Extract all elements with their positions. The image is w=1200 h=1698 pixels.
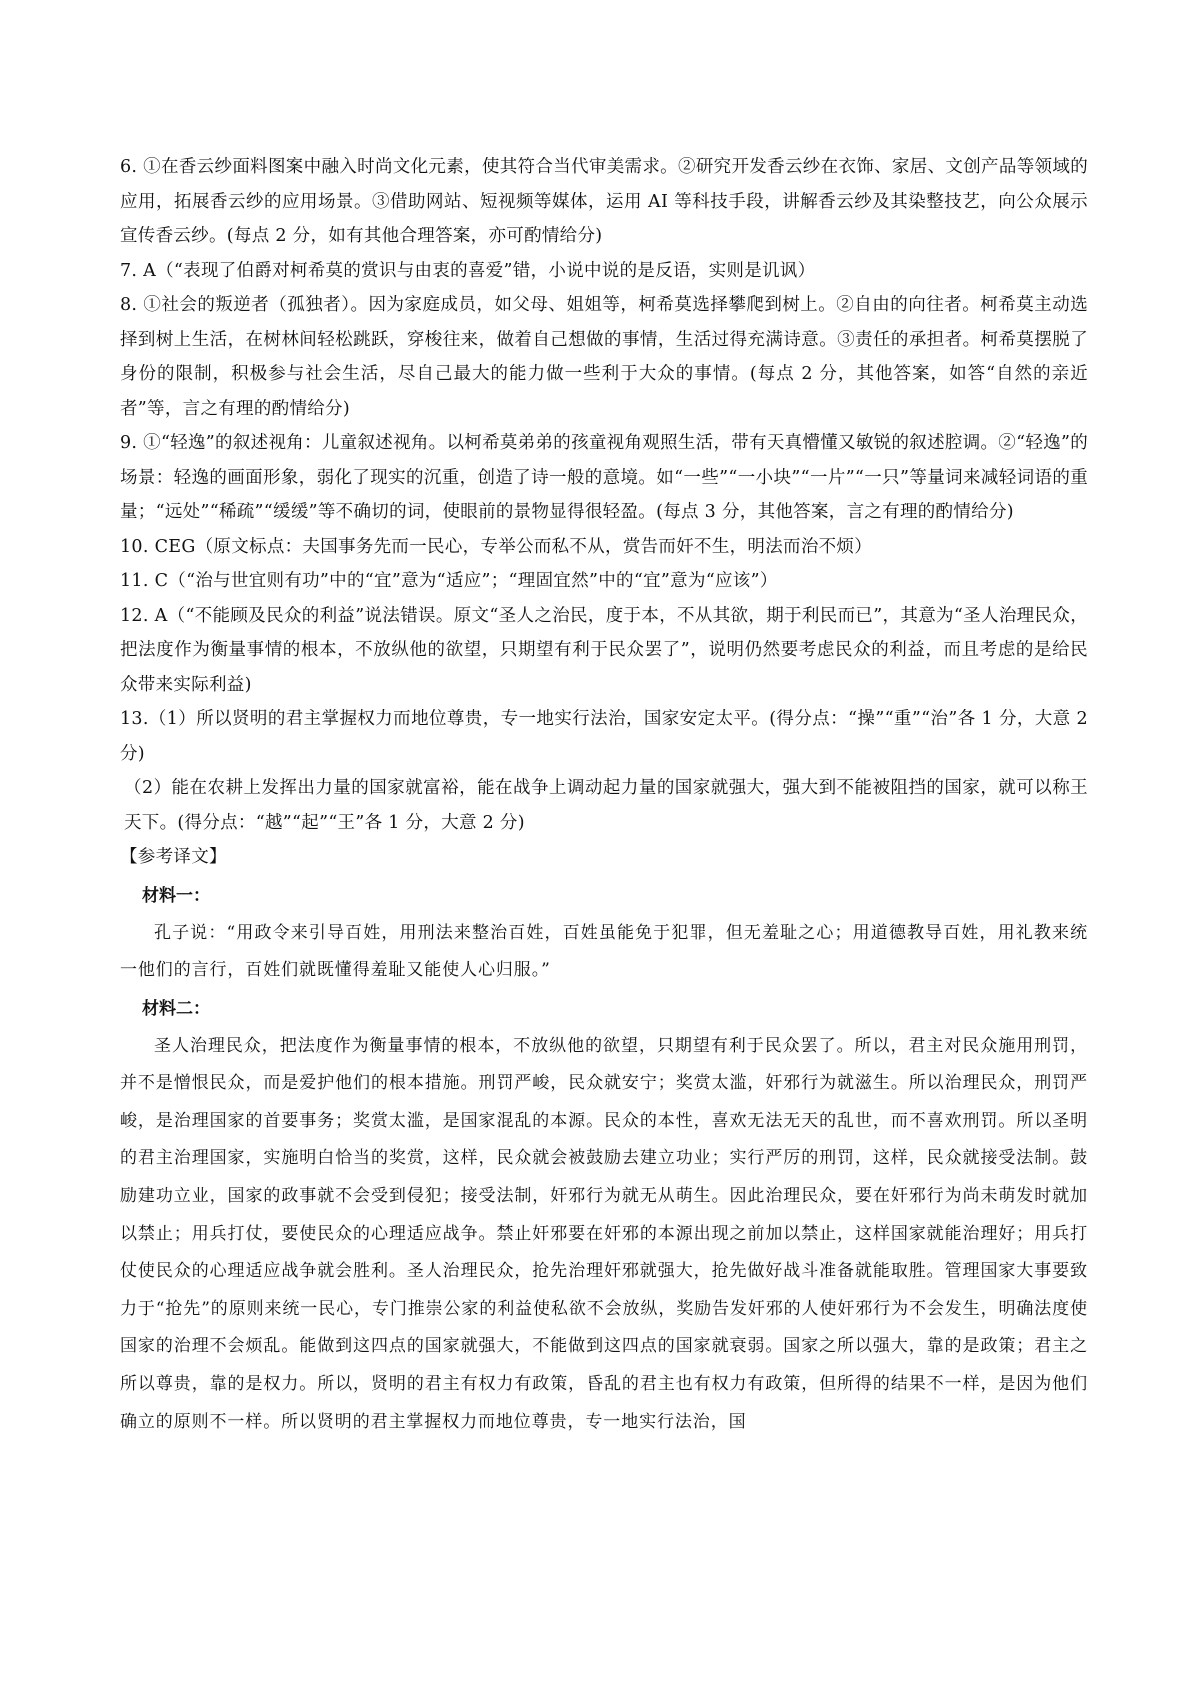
reference-translation-heading: 【参考译文】: [120, 847, 227, 867]
answer-12: 12. A（“不能顾及民众的利益”说法错误。原文“圣人之治民，度于本，不从其欲，期于利民而已”，其意为“圣人治理民众，把法度作为衡量事情的根本，不放纵他的欲望，只期望有利于民众罢了”，说明仍然要考虑民众的利益，而且考虑的是给民众带来实际利益): [120, 605, 1088, 695]
answer-8: 8. ①社会的叛逆者（孤独者）。因为家庭成员，如父母、姐姐等，柯希莫选择攀爬到树上。②自由的向往者。柯希莫主动选择到树上生活，在树林间轻松跳跃，穿梭往来，做着自己想做的事情，生活过得充满诗意。③责任的承担者。柯希莫摆脱了身份的限制，积极参与社会生活，尽自己最大的能力做一些利于大众的事情。(每点 2 分，其他答案，如答“自然的亲近者”等，言之有理的酌情给分): [120, 295, 1088, 419]
answer-key: [120, 150, 1088, 840]
answer-11: 11. C（“治与世宜则有功”中的“宜”意为“适应”；“理固宜然”中的“宜”意为“应该”）: [120, 571, 778, 591]
material-1-title: 材料一：: [142, 885, 210, 906]
answer-13-2: （2）能在农耕上发挥出力量的国家就富裕，能在战争上调动起力量的国家就强大，强大到不能被阻挡的国家，就可以称王天下。(得分点：“越”“起”“王”各 1 分，大意 2 分): [124, 778, 1088, 833]
material-1-text: 孔子说：“用政令来引导百姓，用刑法来整治百姓，百姓虽能免于犯罪，但无羞耻之心；用道德教导百姓，用礼教来统一他们的言行，百姓们就既懂得羞耻又能使人心归服。”: [120, 922, 1088, 981]
answer-9: 9. ①“轻逸”的叙述视角：儿童叙述视角。以柯希莫弟弟的孩童视角观照生活，带有天真懵懂又敏锐的叙述腔调。②“轻逸”的场景：轻逸的画面形象，弱化了现实的沉重，创造了诗一般的意境。如“一些”“一小块”“一片”“一只”等量词来减轻词语的重量；“远处”“稀疏”“缓缓”等不确切的词，使眼前的景物显得很轻盈。(每点 3 分，其他答案，言之有理的酌情给分): [120, 433, 1088, 522]
material-2-text: 圣人治理民众，把法度作为衡量事情的根本，不放纵他的欲望，只期望有利于民众罢了。所以，君主对民众施用刑罚，并不是憎恨民众，而是爱护他们的根本措施。刑罚严峻，民众就安宁；奖赏太滥，奸邪行为就滋生。所以治理民众，刑罚严峻，是治理国家的首要事务；奖赏太滥，是国家混乱的本源。民众的本性，喜欢无法无天的乱世，而不喜欢刑罚。所以圣明的君主治理国家，实施明白恰当的奖赏，这样，民众就会被鼓励去建立功业；实行严厉的刑罚，这样，民众就接受法制。鼓励建功立业，国家的政事就不会受到侵犯；接受法制，奸邪行为就无从萌生。因此治理民众，要在奸邪行为尚未萌发时就加以禁止；用兵打仗，要使民众的心理适应战争。禁止奸邪要在奸邪的本源出现之前加以禁止，这样国家就能治理好；用兵打仗使民众的心理适应战争就会胜利。圣人治理民众，抢先治理奸邪就强大，抢先做好战斗准备就能取胜。管理国家大事要致力于“抢先”的原则来统一民心，专门推崇公家的利益使私欲不会放纵，奖励告发奸邪的人使奸邪行为不会发生，明确法度使国家的治理不会烦乱。能做到这四点的国家就强大，不能做到这四点的国家就衰弱。国家之所以强大，靠的是政策；君主之所以尊贵，靠的是权力。所以，贤明的君主有权力有政策，昏乱的君主也有权力有政策，但所得的结果不一样，是因为他们确立的原则不一样。所以贤明的君主掌握权力而地位尊贵，专一地实行法治，国: [120, 1035, 1088, 1432]
answer-6: 6. ①在香云纱面料图案中融入时尚文化元素，使其符合当代审美需求。②研究开发香云纱在衣饰、家居、文创产品等领域的应用，拓展香云纱的应用场景。③借助网站、短视频等媒体，运用 AI 等科技手段，讲解香云纱及其染整技艺，向公众展示宣传香云纱。(每点 2 分，如有其他合理答案，亦可酌情给分): [120, 157, 1088, 246]
answer-7: 7. A（“表现了伯爵对柯希莫的赏识与由衷的喜爱”错，小说中说的是反语，实则是讥讽）: [120, 260, 816, 281]
answer-13-1: 13.（1）所以贤明的君主掌握权力而地位尊贵，专一地实行法治，国家安定太平。(得分点：“操”“重”“治”各 1 分，大意 2 分): [120, 709, 1088, 764]
answer-10: 10. CEG（原文标点：夫国事务先而一民心，专举公而私不从，赏告而奸不生，明法而治不烦）: [120, 536, 873, 557]
material-2-title: 材料二：: [142, 998, 210, 1019]
reference-translation: [120, 877, 1088, 1442]
